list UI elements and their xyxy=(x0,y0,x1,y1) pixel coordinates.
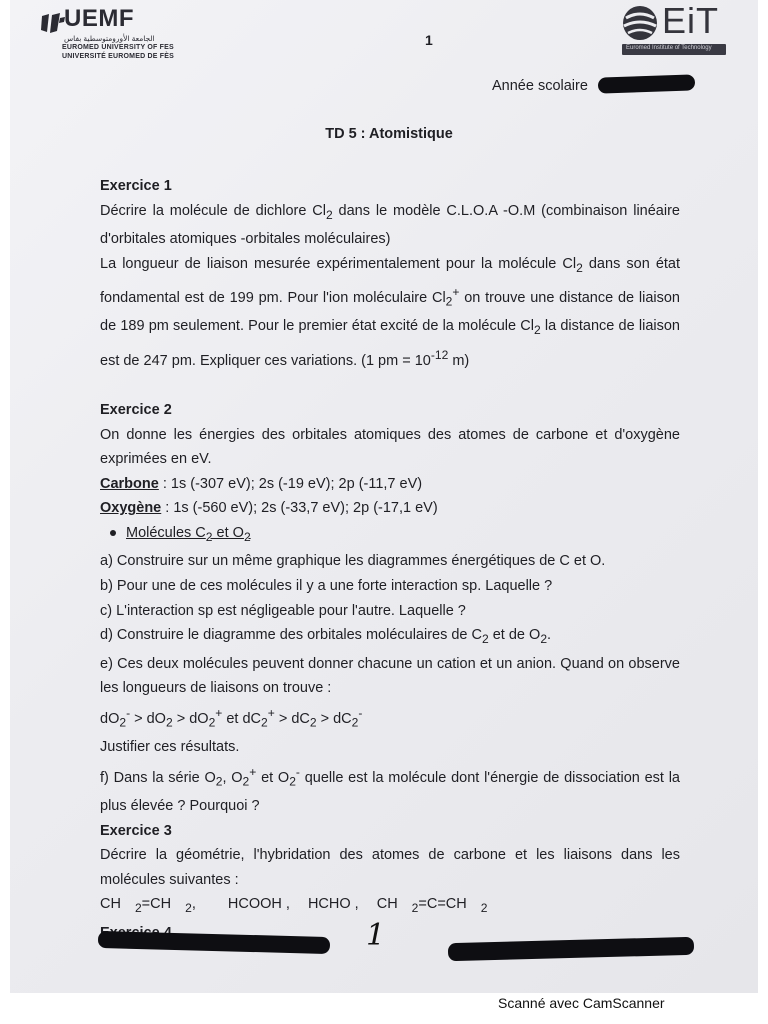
exercise-1-paragraph-1: Décrire la molécule de dichlore $Cl_2$ dans le modèle C.L.O.A -O.M (combinaison linéaire d'orbitales atomiques -orbitales moléculaires) xyxy=(100,202,680,248)
exercise-1-heading: Exercice 1 xyxy=(100,178,172,194)
eit-logo xyxy=(616,2,726,60)
document-body xyxy=(100,174,680,946)
exercise-2-intro: On donne les énergies des orbitales atomiques des atomes de carbone et d'oxygène exprimées en eV. xyxy=(100,426,680,468)
scanned-page xyxy=(10,0,758,993)
molecule-hcooh: HCOOH , xyxy=(227,896,290,913)
exercise-3-heading: Exercice 3 xyxy=(100,822,172,839)
molecule-list xyxy=(100,892,680,920)
question-d: d) Construire le diagramme des orbitales moléculaires de $C_2$ et de $O_2$. xyxy=(100,627,552,647)
document-title: TD 5 : Atomistique xyxy=(325,126,453,142)
eit-name: EiT xyxy=(662,0,719,41)
carbone-label: Carbone xyxy=(100,475,159,492)
question-f: f) Dans la série $O_2$, $O_2^+$ et $O_2^-$ quelle est la molécule dont l'énergie de dissociation est la plus élevée ? Pourquoi ? xyxy=(100,764,680,815)
handwritten-mark: 1 xyxy=(366,918,386,953)
molecule-hcho: HCHO , xyxy=(307,896,359,913)
question-e: e) Ces deux molécules peuvent donner chacune un cation et un anion. Quand on observe les longueurs de liaisons on trouve : xyxy=(100,655,680,697)
uemf-logo xyxy=(26,4,176,62)
justify-line: Justifier ces résultats. xyxy=(100,739,240,756)
molecule-allene-free-ethylene: CH $_2$=CH $_2$, xyxy=(100,896,196,916)
uemf-arabic-name: الجامعة الأورومتوسطية بفاس xyxy=(64,34,155,43)
redaction-mark xyxy=(598,74,695,93)
uemf-mark-icon xyxy=(40,12,66,34)
bullet-molecules: Molécules $C_2$ et $O_2$ xyxy=(100,521,680,549)
molecule-allene: CH $_2$=C=CH $_2$ xyxy=(376,896,488,916)
exercise-2-heading: Exercice 2 xyxy=(100,401,172,418)
bullet-dot-icon xyxy=(110,530,116,536)
eit-globe-icon xyxy=(620,4,660,42)
oxygene-line: Oxygène : 1s (-560 eV); 2s (-33,7 eV); 2p (-17,1 eV) xyxy=(100,500,438,517)
exercise-3-text: Décrire la géométrie, l'hybridation des atomes de carbone et les liaisons dans les molécules suivantes : xyxy=(100,847,680,888)
page-number: 1 xyxy=(425,32,433,48)
uemf-line-fr: UNIVERSITÉ EUROMED DE FÈS xyxy=(62,53,174,60)
oxygene-label: Oxygène xyxy=(100,500,162,517)
uemf-name: UEMF xyxy=(64,5,134,32)
uemf-line-en: EUROMED UNIVERSITY OF FES xyxy=(62,44,174,51)
carbone-line: Carbone : 1s (-307 eV); 2s (-19 eV); 2p (-11,7 eV) xyxy=(100,475,423,492)
eit-bar-text: Euromed Institute of Technology xyxy=(626,45,712,51)
question-a: a) Construire sur un même graphique les diagrammes énergétiques de C et O. xyxy=(100,553,606,570)
bond-length-formula: $dO_2^- > dO_2 > dO_2^+$ et $dC_2^+ > dC_2 > dC_2^-$ xyxy=(100,705,363,730)
question-c: c) L'interaction sp est négligeable pour l'autre. Laquelle ? xyxy=(100,602,466,619)
exercise-1-paragraph-2: La longueur de liaison mesurée expérimentalement pour la molécule $Cl_2$ dans son état fondamental est de 199 pm. Pour l'ion moléculaire $Cl_2^+$ on trouve une distance de liaison de 189 pm seulement. Pour le premier état excité de la molécule $Cl_2$ la distance de liaison est de 247 pm. Expliquer ces variations. (1 pm = $10^{-12}$ m) xyxy=(100,255,680,369)
question-b: b) Pour une de ces molécules il y a une forte interaction sp. Laquelle ? xyxy=(100,578,553,595)
annee-scolaire-label: Année scolaire xyxy=(492,78,588,94)
camscanner-footer: Scanné avec CamScanner xyxy=(498,995,665,1011)
